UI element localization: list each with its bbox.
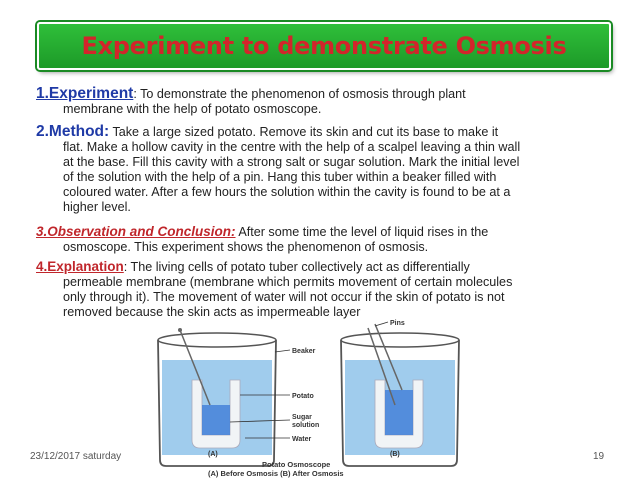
- method-heading: 2.Method:: [36, 123, 110, 140]
- label-a: (A): [208, 451, 218, 458]
- explanation-text-3: only through it). The movement of water will not occur if the skin of potato is not: [63, 290, 505, 304]
- label-b: (B): [390, 451, 400, 458]
- explanation-heading: 4.Explanation: [36, 259, 124, 274]
- label-beaker: Beaker: [292, 348, 316, 355]
- explanation-first-line: [36, 259, 610, 275]
- method-text-2: flat. Make a hollow cavity in the centre with the help of a scalpel leaving a thin wall: [63, 140, 521, 154]
- explanation-text-1: : The living cells of potato tuber collectively act as differentially: [123, 260, 470, 274]
- label-pins: Pins: [390, 320, 405, 327]
- explanation-text-4: removed because the skin acts as impermeable layer: [63, 305, 361, 319]
- method-text-4: of the solution with the help of a pin. Hang this tuber within a beaker filled with: [63, 170, 497, 184]
- explanation-text-2: permeable membrane (membrane which permits movement of certain molecules: [63, 275, 513, 289]
- potato-osmoscope-figure: [150, 310, 562, 479]
- label-solution: solution: [292, 422, 320, 429]
- experiment-first-line: [36, 86, 610, 102]
- section-experiment: [36, 86, 610, 117]
- sugar-solution-a: [202, 405, 230, 435]
- beaker-b: [341, 324, 459, 466]
- method-text-5: coloured water. After a few hours the solution within the cavity is found to be at a: [63, 185, 511, 199]
- observation-heading: 3.Observation and Conclusion:: [36, 224, 236, 239]
- label-sugar: Sugar: [292, 414, 312, 421]
- title-banner: [37, 22, 611, 70]
- figure-caption-sub: (A) Before Osmosis (B) After Osmosis: [208, 469, 344, 478]
- experiment-text-1: : To demonstrate the phenomenon of osmosis through plant: [133, 87, 466, 101]
- method-text-3: at the base. Fill this cavity with a strong salt or sugar solution. Mark the initial level: [63, 155, 520, 169]
- method-first-line: [36, 124, 610, 140]
- label-water: Water: [292, 436, 312, 443]
- beaker-a-rim: [158, 333, 276, 347]
- experiment-heading: 1.Experiment: [36, 85, 134, 102]
- method-text-1: Take a large sized potato. Remove its skin and cut its base to make it: [109, 125, 499, 139]
- page-number: 19: [593, 451, 605, 462]
- section-method: [36, 124, 610, 215]
- sugar-solution-b: [385, 390, 413, 435]
- label-potato: Potato: [292, 393, 314, 400]
- observation-first-line: [36, 224, 610, 240]
- section-observation: [36, 224, 610, 255]
- method-text-6: higher level.: [63, 200, 131, 214]
- beaker-b-rim: [341, 333, 459, 347]
- observation-text-1: After some time the level of liquid rises in the: [235, 225, 489, 239]
- observation-text-2: osmoscope. This experiment shows the phenomenon of osmosis.: [63, 240, 429, 254]
- pin-a-head: [178, 328, 182, 332]
- figure-caption-title: Potato Osmoscope: [262, 460, 331, 469]
- footer-date: 23/12/2017 saturday: [30, 451, 122, 462]
- beaker-a: [158, 328, 276, 466]
- experiment-text-2: membrane with the help of potato osmoscope.: [63, 102, 322, 116]
- slide-title: Experiment to demonstrate Osmosis: [81, 32, 567, 60]
